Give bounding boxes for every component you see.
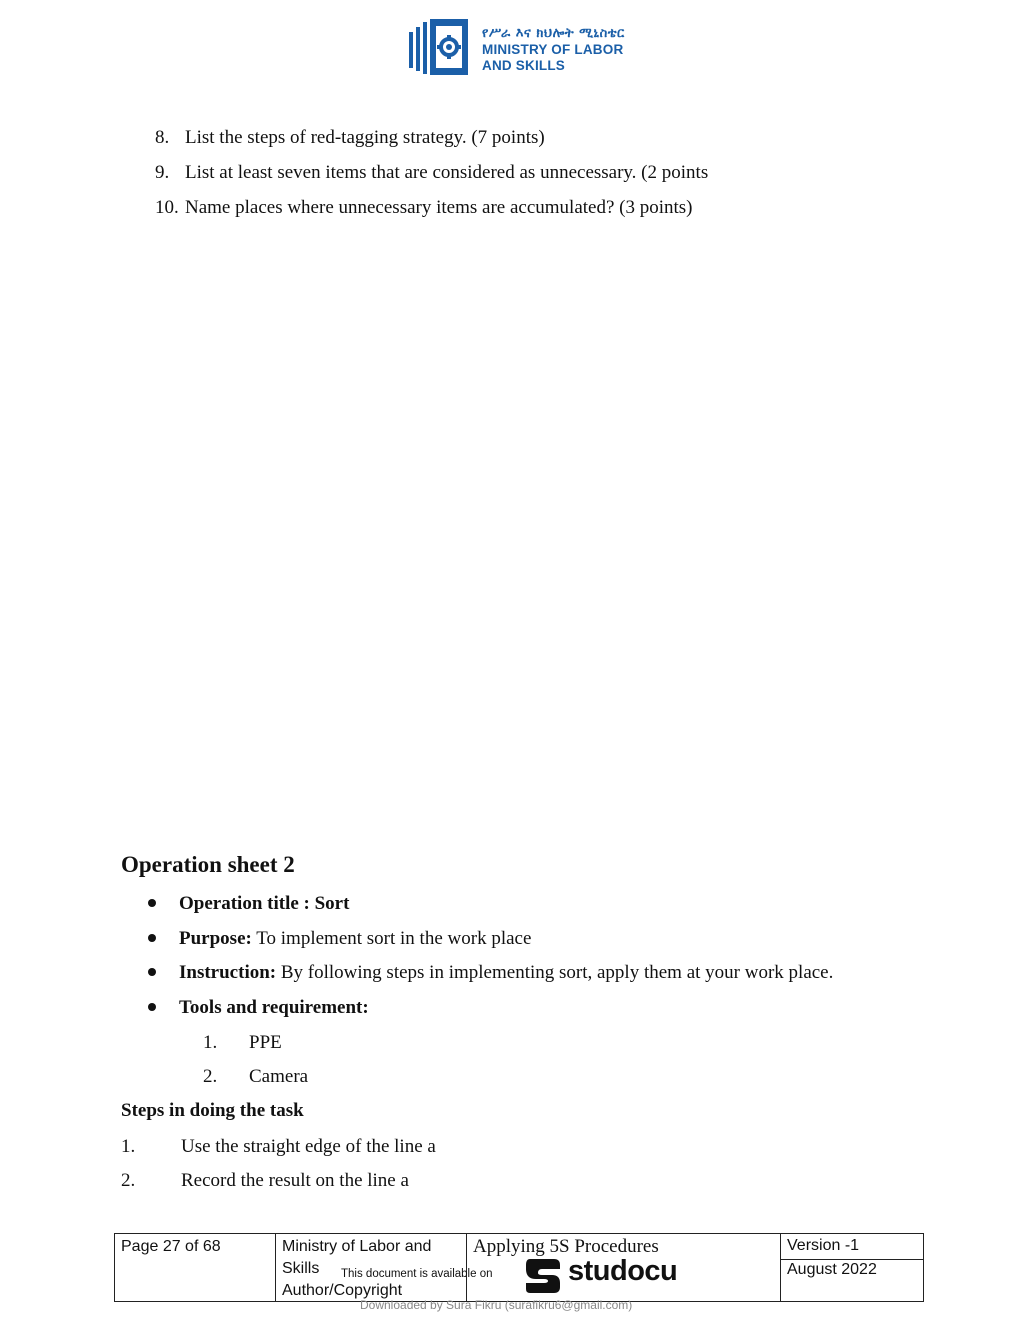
bullet-icon bbox=[148, 899, 156, 907]
bullet-item bbox=[148, 996, 369, 1020]
org-line1: Ministry of Labor and bbox=[282, 1238, 432, 1255]
org-line2: Skills bbox=[282, 1260, 320, 1277]
tool-item bbox=[203, 1031, 282, 1055]
question-number: 9. bbox=[155, 162, 170, 183]
logo-amharic: የሥራ እና ክህሎት ሚኒስቴር bbox=[482, 26, 625, 41]
download-notice: Downloaded by Sura Fikru (surafikru6@gmail.com) bbox=[360, 1298, 633, 1312]
version-date: August 2022 bbox=[787, 1261, 877, 1278]
tool-number: 1. bbox=[203, 1032, 218, 1053]
studocu-logo[interactable] bbox=[524, 1255, 678, 1295]
logo-line1: MINISTRY OF LABOR bbox=[482, 42, 624, 57]
ministry-logo bbox=[408, 18, 638, 78]
question-text: List the steps of red-tagging strategy. (7 points) bbox=[185, 127, 545, 148]
bullet-item bbox=[148, 961, 833, 985]
tool-number: 2. bbox=[203, 1066, 218, 1087]
operation-sheet-title: Operation sheet 2 bbox=[121, 852, 295, 877]
question-text: List at least seven items that are considered as unnecessary. (2 points bbox=[185, 162, 709, 183]
ministry-logo-icon bbox=[408, 18, 470, 76]
bullet-text: To implement sort in the work place bbox=[251, 928, 532, 949]
question-number: 8. bbox=[155, 127, 170, 148]
question-item bbox=[155, 126, 545, 150]
bullet-icon bbox=[148, 1003, 156, 1011]
question-number: 10. bbox=[155, 197, 179, 218]
version-label: Version -1 bbox=[787, 1237, 860, 1254]
bullet-label: Instruction: bbox=[179, 962, 277, 983]
footer-version-cell bbox=[781, 1234, 923, 1301]
bullet-item bbox=[148, 927, 531, 951]
org-line3: Author/Copyright bbox=[282, 1282, 403, 1299]
step-text: Use the straight edge of the line a bbox=[181, 1136, 436, 1157]
page-number: Page 27 of 68 bbox=[121, 1238, 221, 1255]
tool-text: PPE bbox=[249, 1032, 282, 1053]
logo-line2: AND SKILLS bbox=[482, 58, 565, 73]
bullet-label: Tools and requirement: bbox=[179, 997, 369, 1018]
step-item bbox=[121, 1169, 409, 1193]
steps-heading: Steps in doing the task bbox=[121, 1100, 304, 1121]
footer-page-cell bbox=[115, 1234, 276, 1301]
step-item bbox=[121, 1135, 436, 1159]
studocu-s-icon bbox=[524, 1255, 564, 1295]
question-item bbox=[155, 196, 693, 220]
course-title: Applying 5S Procedures bbox=[473, 1236, 659, 1257]
bullet-icon bbox=[148, 934, 156, 942]
studocu-wordmark: studocu bbox=[568, 1255, 678, 1287]
tool-text: Camera bbox=[249, 1066, 309, 1087]
studocu-available-text: This document is available on bbox=[341, 1268, 493, 1280]
step-text: Record the result on the line a bbox=[181, 1170, 409, 1191]
bullet-label: Operation title : Sort bbox=[179, 893, 350, 914]
bullet-label: Purpose: bbox=[179, 928, 252, 949]
logo-text bbox=[482, 26, 625, 74]
bullet-icon bbox=[148, 968, 156, 976]
tool-item bbox=[203, 1065, 308, 1089]
step-number: 1. bbox=[121, 1136, 136, 1157]
bullet-item bbox=[148, 892, 349, 916]
step-number: 2. bbox=[121, 1170, 136, 1191]
question-item bbox=[155, 161, 708, 185]
page-footer-table bbox=[114, 1233, 924, 1302]
bullet-text: By following steps in implementing sort, apply them at your work place. bbox=[276, 962, 834, 983]
question-text: Name places where unnecessary items are accumulated? (3 points) bbox=[185, 197, 693, 218]
